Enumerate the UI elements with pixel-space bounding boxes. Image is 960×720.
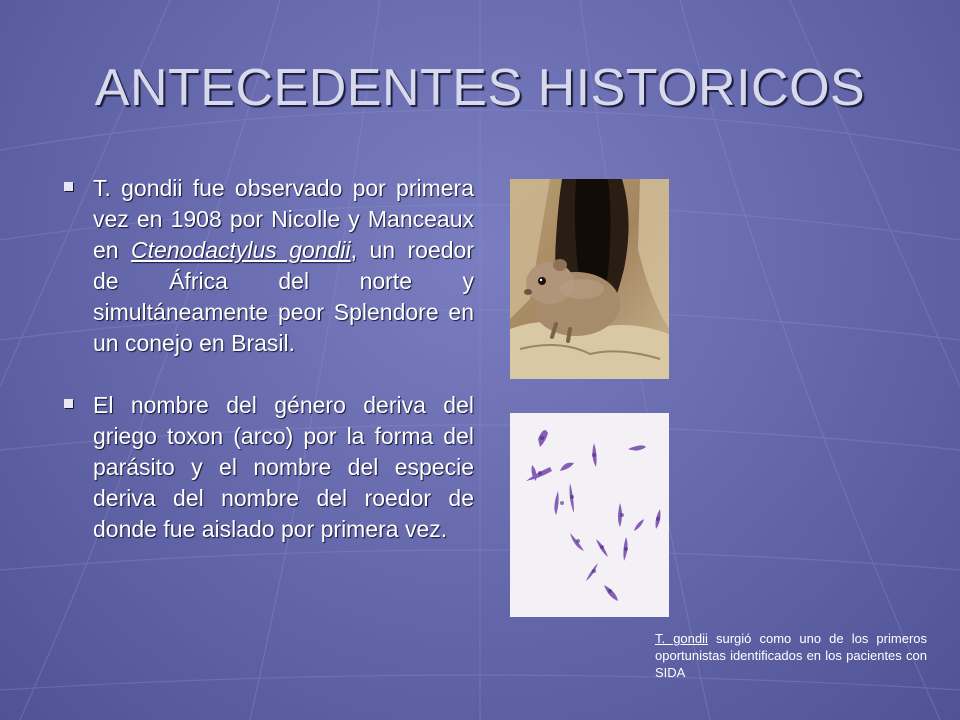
bullet-item-etymology [62,390,474,545]
toxoplasma-micrograph [510,413,669,617]
bullet-item-discovery [62,173,474,359]
caption-text: surgió como uno de los primeros oportunistas identificados en los pacientes con SIDA [655,631,927,680]
image-caption [655,630,927,681]
square-bullet-icon [64,182,73,191]
bullet-text: T. gondii fue observado por primera vez en 1908 por Nicolle y Manceaux en [93,175,474,263]
species-name: Ctenodactylus gondii [131,237,351,263]
square-bullet-icon [64,399,73,408]
bullet-text-continued: , un roedor de África del norte y simultáneamente peor Splendore en un conejo en Brasil. [93,237,474,356]
bullet-list [62,173,474,576]
gundi-rodent-photo [510,179,669,379]
bullet-text: El nombre del género deriva del griego toxon (arco) por la forma del parásito y el nombre del especie deriva del nombre del roedor de donde fue aislado por primera vez. [93,392,474,542]
slide-title: ANTECEDENTES HISTORICOS [94,59,866,117]
caption-link[interactable]: T. gondii [655,631,708,646]
